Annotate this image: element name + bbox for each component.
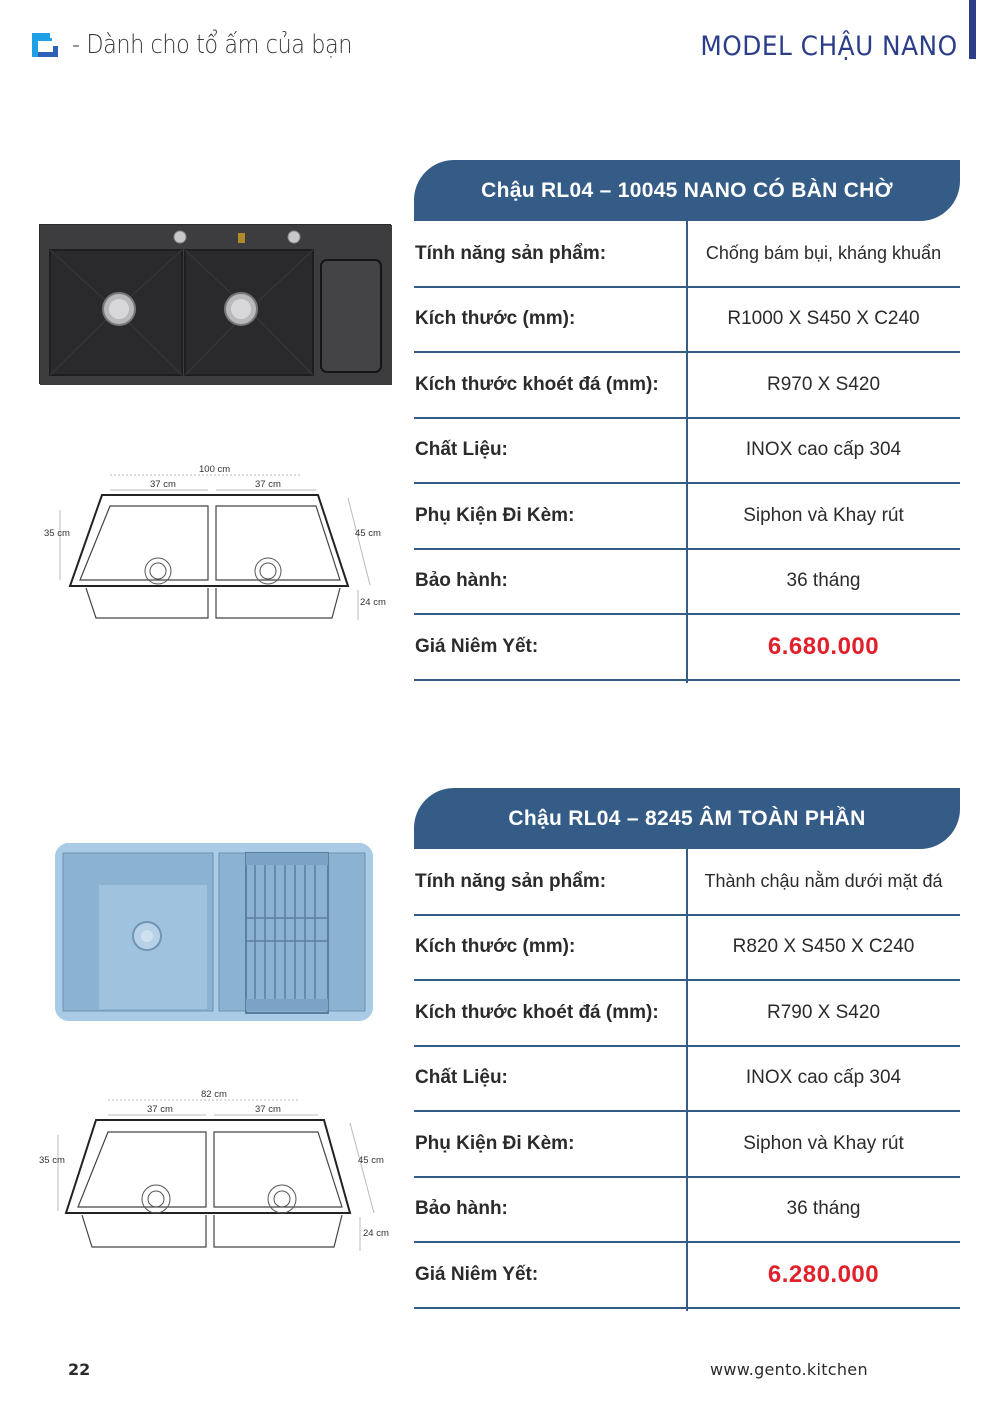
product-photo-black-sink: [39, 224, 391, 384]
dimension-diagram-2: [38, 1085, 398, 1255]
spec-value: INOX cao cấp 304: [745, 1067, 902, 1089]
spec-value: R1000 X S450 X C240: [727, 308, 920, 330]
dimension-diagram-1: [40, 460, 390, 630]
dim-overall-depth: 45 cm: [355, 528, 381, 539]
spec-row-cutout: [414, 981, 960, 1047]
spec-label: Bảo hành:: [415, 570, 508, 592]
spec-label: Chất Liệu:: [415, 439, 508, 461]
accent-bar: [969, 0, 976, 59]
spec-label: Bảo hành:: [415, 1198, 508, 1220]
spec-value: Thành chậu nằm dưới mặt đá: [704, 871, 943, 892]
product-title-band: [414, 160, 960, 221]
spec-row-material: [414, 1047, 960, 1113]
spec-label: Kích thước khoét đá (mm):: [415, 373, 659, 395]
spec-row-feature: [414, 222, 960, 288]
spec-label: Tính năng sản phẩm:: [415, 870, 607, 892]
dim-left-bowl-width: 37 cm: [147, 1104, 173, 1115]
spec-row-size: [414, 288, 960, 354]
spec-table: [414, 222, 960, 681]
spec-label: Chất Liệu:: [415, 1067, 508, 1089]
dim-height: 24 cm: [360, 597, 386, 608]
spec-value: 36 tháng: [786, 1198, 861, 1220]
spec-value: R820 X S450 X C240: [732, 936, 915, 958]
spec-label: Phụ Kiện Đi Kèm:: [415, 1132, 575, 1154]
spec-label: Giá Niêm Yết:: [415, 635, 539, 657]
price-value: 6.680.000: [767, 632, 880, 660]
section-title: MODEL CHẬU NANO: [700, 31, 958, 62]
dim-height: 24 cm: [363, 1228, 389, 1239]
sink-dimension-drawing: [40, 460, 390, 630]
dim-right-bowl-width: 37 cm: [255, 1104, 281, 1115]
spec-label: Tính năng sản phẩm:: [415, 242, 607, 264]
spec-row-cutout: [414, 353, 960, 419]
price-value: 6.280.000: [767, 1260, 880, 1288]
page-header-left: [32, 30, 398, 60]
dim-left-bowl-width: 37 cm: [150, 479, 176, 490]
spec-row-price: [414, 1243, 960, 1309]
dim-overall-width: 100 cm: [199, 464, 231, 475]
spec-row-price: [414, 615, 960, 681]
spec-value: 36 tháng: [786, 570, 861, 592]
dim-bowl-depth: 35 cm: [39, 1155, 65, 1166]
spec-label: Kích thước khoét đá (mm):: [415, 1001, 659, 1023]
spec-row-warranty: [414, 1178, 960, 1244]
product-title: Chậu RL04 – 10045 NANO CÓ BÀN CHỜ: [481, 178, 893, 202]
spec-row-material: [414, 419, 960, 485]
dim-right-bowl-width: 37 cm: [255, 479, 281, 490]
spec-value: R790 X S420: [766, 1001, 881, 1023]
spec-row-warranty: [414, 550, 960, 616]
sink-dimension-drawing: [38, 1085, 398, 1255]
spec-value: INOX cao cấp 304: [745, 439, 902, 461]
spec-label: Giá Niêm Yết:: [415, 1263, 539, 1285]
product-title-band: [414, 788, 960, 849]
spec-value: Siphon và Khay rút: [743, 1132, 904, 1154]
dim-overall-depth: 45 cm: [358, 1155, 384, 1166]
product-photo-steel-sink: [55, 843, 373, 1021]
spec-value: Siphon và Khay rút: [743, 504, 904, 526]
spec-row-accessories: [414, 1112, 960, 1178]
website-link[interactable]: www.gento.kitchen: [710, 1360, 868, 1379]
spec-label: Phụ Kiện Đi Kèm:: [415, 504, 575, 526]
tagline: - Dành cho tổ ấm của bạn: [72, 30, 352, 60]
dim-overall-width: 82 cm: [201, 1089, 227, 1100]
spec-label: Kích thước (mm):: [415, 936, 576, 958]
spec-value: Chống bám bụi, kháng khuẩn: [705, 243, 942, 264]
spec-value: R970 X S420: [766, 373, 881, 395]
page-number: 22: [68, 1360, 91, 1379]
spec-table: [414, 850, 960, 1309]
dim-bowl-depth: 35 cm: [44, 528, 70, 539]
spec-label: Kích thước (mm):: [415, 308, 576, 330]
sink-photo-illustration: [40, 225, 392, 385]
product-title: Chậu RL04 – 8245 ÂM TOÀN PHẦN: [508, 806, 866, 830]
spec-row-accessories: [414, 484, 960, 550]
spec-row-feature: [414, 850, 960, 916]
sink-photo-illustration: [55, 843, 373, 1021]
spec-row-size: [414, 916, 960, 982]
faucet-logo-icon: [32, 30, 60, 60]
